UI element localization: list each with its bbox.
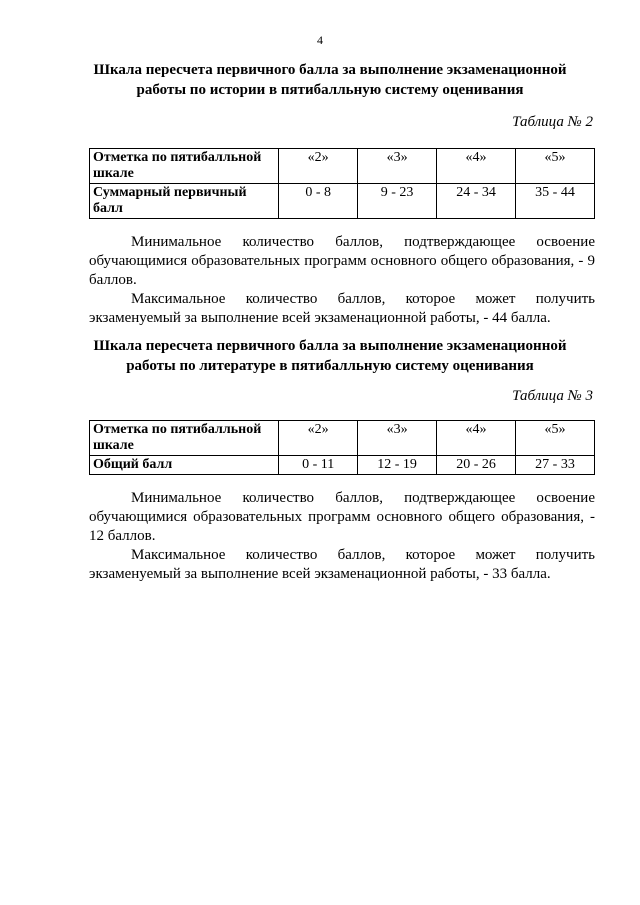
- score-cell: 12 - 19: [358, 456, 437, 475]
- table-row-label: Суммарный первичный балл: [90, 184, 279, 219]
- score-cell: 0 - 11: [279, 456, 358, 475]
- table-row: [90, 421, 595, 456]
- table-row-label: Отметка по пятибалльной шкале: [90, 421, 279, 456]
- grade-cell: «5»: [516, 421, 595, 456]
- grade-cell: «2»: [279, 421, 358, 456]
- literature-grade-table: [89, 420, 595, 475]
- score-cell: 0 - 8: [279, 184, 358, 219]
- score-cell: 35 - 44: [516, 184, 595, 219]
- section-title-line: Шкала пересчета первичного балла за выполнение экзаменационной: [93, 338, 567, 354]
- table-row: [90, 149, 595, 184]
- section-title-line: работы по литературе в пятибалльную систему оценивания: [126, 358, 534, 374]
- section-history-title: [60, 60, 600, 100]
- history-grade-table: [89, 148, 595, 219]
- table-label: Таблица № 3: [512, 388, 593, 404]
- min-score-paragraph: Минимальное количество баллов, подтверждающее освоение обучающимися образовательных программ основного общего образования, - 12 баллов.: [89, 490, 595, 544]
- max-score-paragraph: Максимальное количество баллов, которое может получить экзаменуемый за выполнение всей экзаменационной работы, - 44 балла.: [89, 291, 595, 326]
- grade-cell: «4»: [437, 421, 516, 456]
- table-row: [90, 184, 595, 219]
- score-cell: 9 - 23: [358, 184, 437, 219]
- grade-cell: «2»: [279, 149, 358, 184]
- table-label: Таблица № 2: [512, 114, 593, 130]
- grade-cell: «3»: [358, 421, 437, 456]
- table-row-label: Отметка по пятибалльной шкале: [90, 149, 279, 184]
- grade-cell: «3»: [358, 149, 437, 184]
- score-cell: 20 - 26: [437, 456, 516, 475]
- max-score-paragraph: Максимальное количество баллов, которое может получить экзаменуемый за выполнение всей экзаменационной работы, - 33 балла.: [89, 547, 595, 582]
- page-number: 4: [317, 33, 323, 47]
- section-literature-title: [60, 336, 600, 376]
- score-cell: 27 - 33: [516, 456, 595, 475]
- section-title-line: Шкала пересчета первичного балла за выполнение экзаменационной: [93, 62, 567, 78]
- table-row-label: Общий балл: [90, 456, 279, 475]
- grade-cell: «4»: [437, 149, 516, 184]
- grade-cell: «5»: [516, 149, 595, 184]
- score-cell: 24 - 34: [437, 184, 516, 219]
- table-row: [90, 456, 595, 475]
- literature-paragraphs: [89, 489, 595, 584]
- min-score-paragraph: Минимальное количество баллов, подтверждающее освоение обучающимися образовательных программ основного общего образования, - 9 баллов.: [89, 234, 595, 288]
- history-paragraphs: [89, 233, 595, 328]
- section-title-line: работы по истории в пятибалльную систему оценивания: [136, 82, 524, 98]
